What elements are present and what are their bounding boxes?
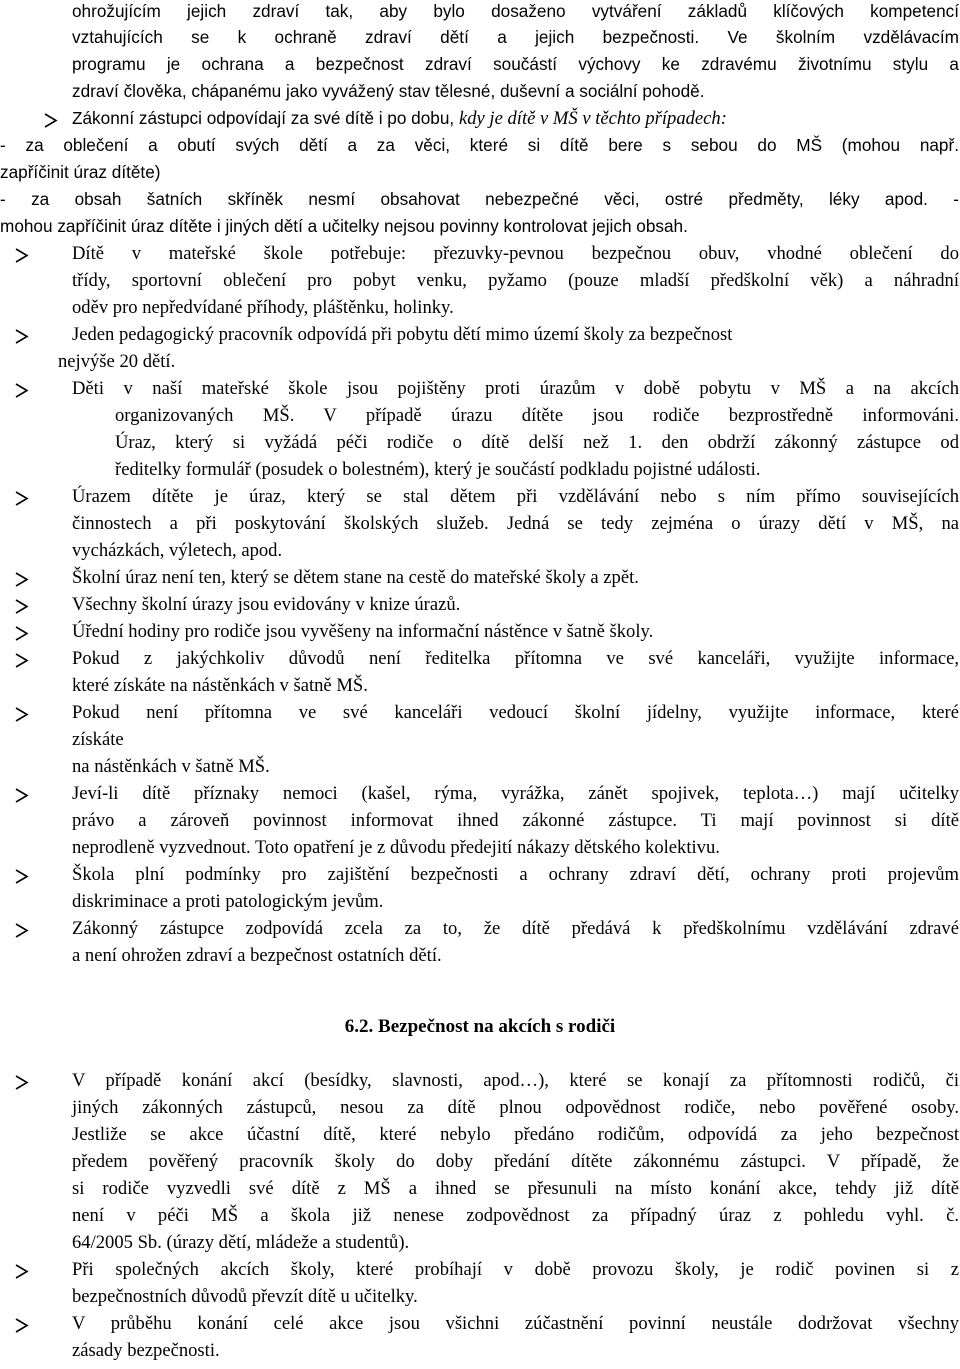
text-line: právo a zároveň povinnost informovat ihned zákonné zástupce. Ti mají povinnost si dítě: [72, 810, 959, 831]
arrow-bullet-icon: [15, 1318, 29, 1333]
text-line: Pokud není přítomna ve své kanceláři vedoucí školní jídelny, využijte informace, které: [72, 702, 959, 723]
text-line: Jeden pedagogický pracovník odpovídá při pobytu dětí mimo území školy za bezpečnost: [72, 324, 733, 345]
text-line: V průběhu konání celé akce jsou všichni zúčastnění povinní neustále dodržovat všechny: [72, 1313, 959, 1334]
text-line: bezpečnostních důvodů převzít dítě u učitelky.: [72, 1286, 418, 1307]
text-line: zapříčinit úraz dítěte): [0, 162, 161, 182]
text-line: Děti v naší mateřské škole jsou pojištěny proti úrazům v době pobytu v MŠ a na akcích: [72, 378, 959, 399]
text-line: neprodleně vyzvednout. Toto opatření je z důvodu předejití nákazy dětského kolektivu.: [72, 837, 720, 858]
text-line: mohou zapříčinit úraz dítěte i jiných dětí a učitelky nejsou povinny kontrolovat jejich obsah.: [0, 216, 688, 236]
text-line: třídy, sportovní oblečení pro pobyt venku, pyžamo (pouze mladší předškolní věk) a náhradní: [72, 270, 959, 291]
text-line: a není ohrožen zdraví a bezpečnost ostatních dětí.: [72, 945, 442, 966]
text-line: zdraví člověka, chápanému jako vyvážený stav tělesné, duševní a sociální pohodě.: [72, 81, 705, 101]
arrow-bullet-icon: [15, 383, 29, 398]
text-line: předem pověřený pracovník školy do doby předání dítěte zákonnému zástupci. V případě, že: [72, 1151, 959, 1172]
arrow-bullet-icon: [44, 113, 58, 128]
text-line: Úřední hodiny pro rodiče jsou vyvěšeny na informační nástěnce v šatně školy.: [72, 621, 654, 642]
text-line: které získáte na nástěnkách v šatně MŠ.: [72, 675, 368, 696]
text-line: programu je ochrana a bezpečnost zdraví součástí výchovy ke zdravému životnímu stylu a: [72, 54, 959, 74]
section-heading: 6.2. Bezpečnost na akcích s rodiči: [344, 1016, 616, 1037]
arrow-bullet-icon: [15, 653, 29, 668]
arrow-bullet-icon: [15, 923, 29, 938]
text-line: vztahujících se k ochraně zdraví dětí a jejich bezpečnosti. Ve školním vzdělávacím: [72, 27, 959, 47]
arrow-bullet-icon: [15, 248, 29, 263]
text-line: Pokud z jakýchkoliv důvodů není ředitelka přítomna ve své kanceláři, využijte informace,: [72, 648, 959, 669]
text-line: jiných zákonných zástupců, nesou za dítě plnou odpovědnost rodiče, nebo pověřené osoby.: [72, 1097, 959, 1118]
text-line: získáte: [72, 729, 124, 750]
text-line: činnostech a při poskytování školských služeb. Jedná se tedy zejména o úrazy dětí v MŠ, na: [72, 513, 959, 534]
text-line: 64/2005 Sb. (úrazy dětí, mládeže a studentů).: [72, 1232, 410, 1253]
arrow-bullet-icon: [15, 788, 29, 803]
text-line: Dítě v mateřské škole potřebuje: přezuvky-pevnou bezpečnou obuv, vhodné oblečení do: [72, 243, 959, 264]
text-line: není v péči MŠ a škola již nenese zodpovědnost za případný úraz z pohledu vyhl. č.: [72, 1205, 959, 1226]
arrow-bullet-icon: [15, 491, 29, 506]
text-line: zásady bezpečnosti.: [72, 1340, 220, 1361]
text-line: Jeví-li dítě příznaky nemoci (kašel, rýma, vyrážka, zánět spojivek, teplota…) mají učitelky: [72, 783, 959, 804]
arrow-bullet-icon: [15, 572, 29, 587]
text-line: vycházkách, výletech, apod.: [72, 540, 283, 561]
text-line: V případě konání akcí (besídky, slavnosti, apod…), které se konají za přítomnosti rodičů, či: [72, 1070, 959, 1091]
text-line: ředitelky formulář (posudek o bolestném), který je součástí podkladu pojistné události.: [115, 459, 761, 480]
text-line: Úrazem dítěte je úraz, který se stal dětem při vzdělávání nebo s ním přímo souvisejících: [72, 486, 959, 507]
arrow-bullet-icon: [15, 1264, 29, 1279]
text-line: oděv pro nepředvídané příhody, pláštěnku, holinky.: [72, 297, 454, 318]
text-line: ohrožujícím jejich zdraví tak, aby bylo dosaženo vytváření základů klíčových kompetencí: [72, 1, 959, 21]
arrow-bullet-icon: [15, 1075, 29, 1090]
text-line: si rodiče vyzvedli své dítě z MŠ a ihned se přesunuli na místo konání akce, tehdy již dítě: [72, 1178, 959, 1199]
text-line: Zákonný zástupce zodpovídá zcela za to, že dítě předává k předškolnímu vzdělávání zdravé: [72, 918, 959, 939]
arrow-bullet-icon: [15, 869, 29, 884]
text-line: diskriminace a proti patologickým jevům.: [72, 891, 384, 912]
text-line: - za obsah šatních skříněk nesmí obsahovat nebezpečné věci, ostré předměty, léky apod. -: [0, 189, 959, 209]
text-line: Zákonní zástupci odpovídají za své dítě i po dobu, kdy je dítě v MŠ v těchto případech:: [72, 108, 727, 129]
text-line: na nástěnkách v šatně MŠ.: [72, 756, 270, 777]
arrow-bullet-icon: [15, 329, 29, 344]
arrow-bullet-icon: [15, 707, 29, 722]
text-line: - za oblečení a obutí svých dětí a za věci, které si dítě bere s sebou do MŠ (mohou např.: [0, 135, 959, 155]
arrow-bullet-icon: [15, 599, 29, 614]
arrow-bullet-icon: [15, 626, 29, 641]
text-line: Škola plní podmínky pro zajištění bezpečnosti a ochrany zdraví dětí, ochrany proti projevům: [72, 864, 959, 885]
text-line: nejvýše 20 dětí.: [58, 351, 176, 372]
text-line: Při společných akcích školy, které probíhají v době provozu školy, je rodič povinen si z: [72, 1259, 959, 1280]
text-line: Úraz, který si vyžádá péči rodiče o dítě delší než 1. den obdrží zákonný zástupce od: [115, 432, 959, 453]
text-line: Jestliže se akce účastní dítě, které nebylo předáno rodičům, odpovídá za jeho bezpečnost: [72, 1124, 959, 1145]
text-line: Školní úraz není ten, který se dětem stane na cestě do mateřské školy a zpět.: [72, 567, 639, 588]
text-line: organizovaných MŠ. V případě úrazu dítěte jsou rodiče bezprostředně informováni.: [115, 405, 959, 426]
text-line: Všechny školní úrazy jsou evidovány v knize úrazů.: [72, 594, 461, 615]
